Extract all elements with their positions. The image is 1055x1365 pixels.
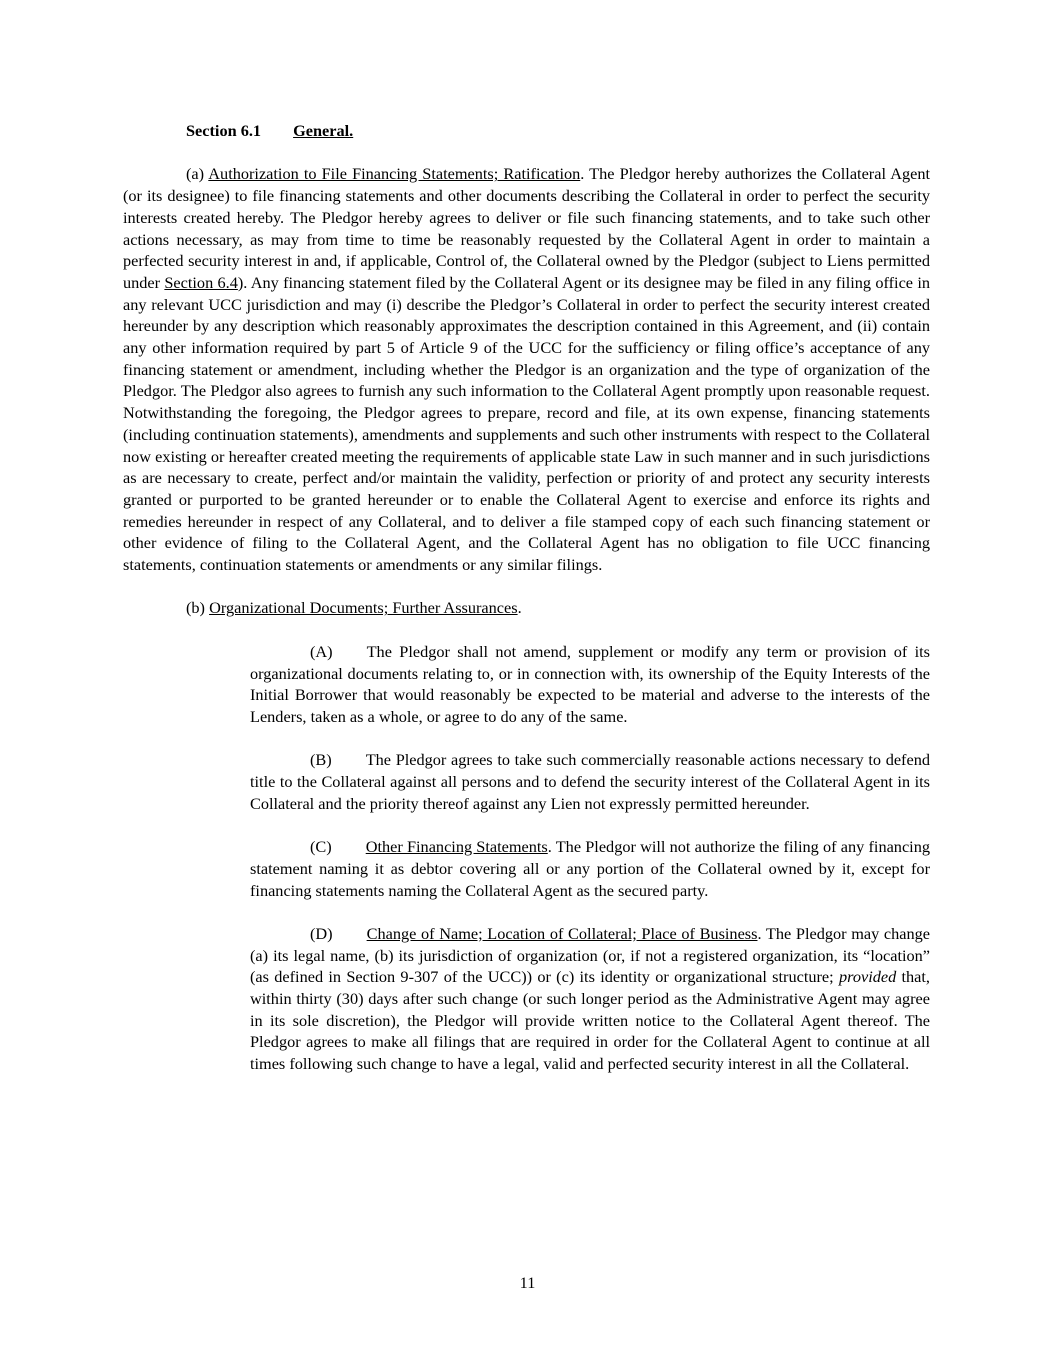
subparagraph-D-body2: that, within thirty (30) days after such change (or such longer period as the Administrative Agent may agree in its sole discretion), the Pledgor will provide written notice to the Collateral Agent thereof. The Pledgor agrees to make all filings that are required in order for the Collateral Agent to continue at all times following such change to have a legal, valid and perfected security interest in all the Collateral.: [250, 967, 931, 1074]
subparagraph-D: [250, 923, 930, 1075]
section-title: General.: [293, 121, 354, 140]
subparagraph-A-label: (A): [310, 641, 333, 661]
subparagraph-B: [250, 749, 930, 814]
subparagraph-A-body: The Pledgor shall not amend, supplement or modify any term or provision of its organizational documents relating to, or in connection with, its ownership of the Equity Interests of the Initial Borrower that would reasonably be expected to be material and adverse to the interests of the Lenders, taken as a whole, or agree to do any of the same.: [250, 641, 930, 726]
subparagraph-D-label: (D): [310, 923, 333, 943]
paragraph-b-heading: Organizational Documents; Further Assurances: [209, 598, 518, 618]
paragraph-b: [123, 597, 930, 619]
paragraph-a-heading: Authorization to File Financing Statements; Ratification: [208, 164, 581, 184]
paragraph-a: [123, 163, 930, 575]
paragraph-a-body2: ). Any financing statement filed by the Collateral Agent or its designee may be filed in any filing office in any relevant UCC jurisdiction and may (i) describe the Pledgor’s Collateral in order to perfect the security interest created hereunder by any description which reasonably approximates the description contained in this Agreement, and (ii) contain any other information required by part 5 of Article 9 of the UCC for the sufficiency or filing office’s acceptance of any financing statement or amendment, including whether the Pledgor is an organization and the type of organization of the Pledgor. The Pledgor also agrees to furnish any such information to the Collateral Agent promptly upon reasonable request. Notwithstanding the foregoing, the Pledgor agrees to prepare, record and file, at its own expense, financing statements (including continuation statements), amendments and supplements and such other instruments with respect to the Collateral now existing or hereafter created meeting the requirements of applicable state Law in such manner and in such jurisdictions as are necessary to create, perfect and/or maintain the validity, perfection or priority of and protect any security interests granted or purported to be granted hereunder or to enable the Collateral Agent to exercise and enforce its rights and remedies hereunder in respect of any Collateral, and to deliver a file stamped copy of each such financing statement or other evidence of filing to the Collateral Agent, and the Collateral Agent has no obligation to file UCC financing statements, continuation statements or amendments or any similar filings.: [123, 272, 930, 575]
subparagraph-D-heading: Change of Name; Location of Collateral; Place of Business: [366, 923, 758, 943]
section-number: Section 6.1: [186, 121, 262, 140]
paragraph-b-label: (b): [186, 598, 205, 618]
page-number: 11: [519, 1273, 536, 1292]
subparagraph-C-label: (C): [310, 837, 332, 857]
subparagraph-D-body1: . The Pledgor may change (a) its legal name, (b) its jurisdiction of organization (or, if not a registered organization, its “location” (as defined in Section 9-307 of the UCC)) or (c) its identity or organizational structure;: [250, 923, 931, 987]
subparagraph-C-body: . The Pledgor will not authorize the filing of any financing statement naming it as debtor covering all or any portion of the Collateral owned by it, except for financing statements naming the Collateral Agent as the secured party.: [250, 837, 930, 900]
subparagraph-B-body: The Pledgor agrees to take such commercially reasonable actions necessary to defend title to the Collateral against all persons and to defend the security interest of the Collateral Agent in its Collateral and the priority thereof against any Lien not expressly permitted hereunder.: [250, 750, 930, 813]
subparagraph-C-heading: Other Financing Statements: [365, 837, 548, 857]
subparagraph-B-label: (B): [310, 750, 332, 770]
subparagraph-A: [250, 641, 930, 728]
document-content: [123, 120, 930, 1097]
section-heading: [123, 120, 930, 142]
subparagraph-D-proviso: provided: [838, 967, 897, 987]
subparagraph-C: [250, 836, 930, 901]
paragraph-a-body1: . The Pledgor hereby authorizes the Collateral Agent (or its designee) to file financing statements and other documents describing the Collateral in order to perfect the security interests created hereby. The Pledgor hereby agrees to deliver or file such financing statements, and to take such other actions necessary, as may from time to time be reasonably requested by the Collateral Agent in order to maintain a perfected security interest in and, if applicable, Control of, the Collateral owned by the Pledgor (subject to Liens permitted under: [123, 164, 930, 292]
paragraph-b-body: .: [517, 598, 522, 618]
paragraph-a-label: (a): [186, 164, 205, 184]
section-6-4-reference: Section 6.4: [164, 272, 238, 292]
